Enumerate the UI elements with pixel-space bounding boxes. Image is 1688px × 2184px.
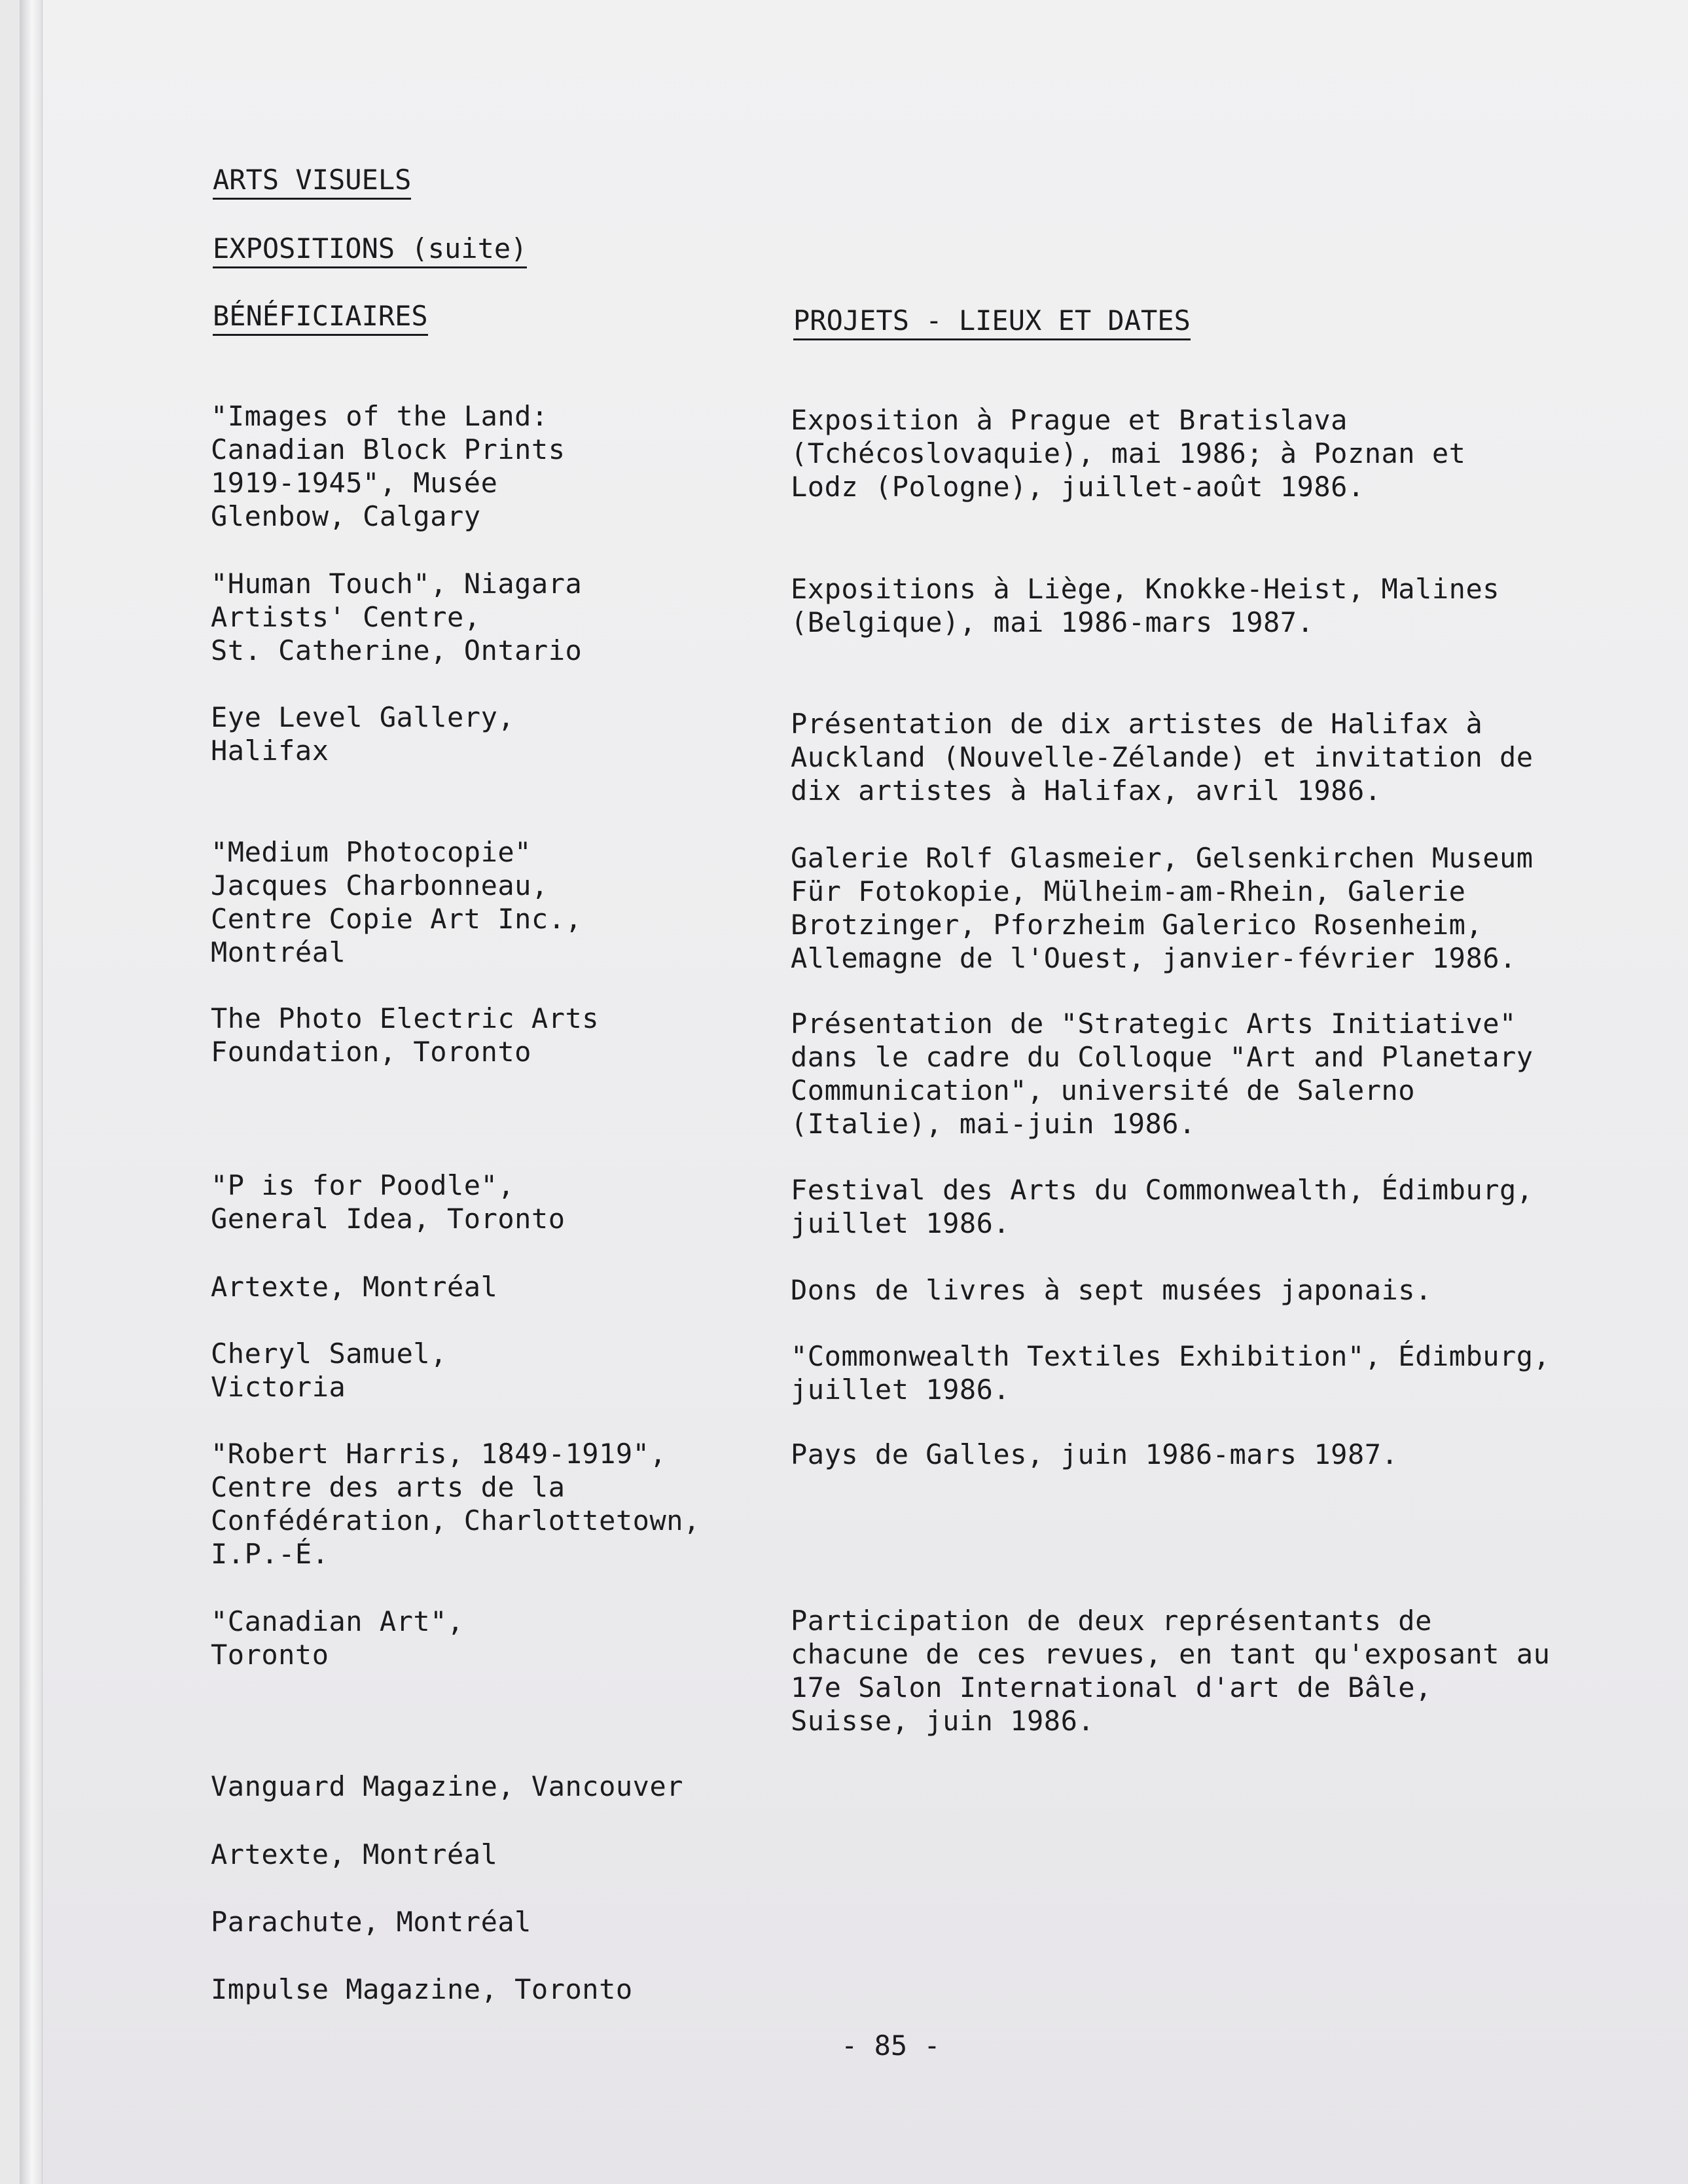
beneficiary-entry: "Robert Harris, 1849-1919", Centre des arts de la Confédération, Charlottetown, I.P.-É. [211, 1438, 700, 1570]
project-entry: "Commonwealth Textiles Exhibition", Édimburg, juillet 1986. [791, 1340, 1551, 1406]
project-entry: Dons de livres à sept musées japonais. [791, 1274, 1432, 1306]
project-entry: Participation de deux représentants de chacune de ces revues, en tant qu'exposant au 17e Salon International d'art de Bâle, Suisse, juin 1986. [791, 1605, 1551, 1737]
extra-beneficiary: Artexte, Montréal [211, 1838, 498, 1870]
beneficiary-entry: "Images of the Land: Canadian Block Prints 1919-1945", Musée Glenbow, Calgary [211, 400, 566, 532]
extra-beneficiary: Parachute, Montréal [211, 1906, 531, 1938]
column-header-projects: PROJETS - LIEUX ET DATES [793, 304, 1191, 337]
project-entry: Pays de Galles, juin 1986-mars 1987. [791, 1438, 1399, 1470]
beneficiary-entry: Cheryl Samuel, Victoria [211, 1338, 448, 1403]
subsection-title: EXPOSITIONS (suite) [213, 232, 527, 265]
beneficiary-entry: "Canadian Art", Toronto [211, 1605, 464, 1671]
section-title: ARTS VISUELS [213, 164, 411, 196]
page-number: - 85 - [841, 2029, 941, 2062]
beneficiary-entry: Eye Level Gallery, Halifax [211, 701, 515, 767]
project-entry: Galerie Rolf Glasmeier, Gelsenkirchen Museum Für Fotokopie, Mülheim-am-Rhein, Galerie Brotzinger, Pforzheim Galerico Rosenheim, Allemagne de l'Ouest, janvier-février 1986. [791, 842, 1534, 974]
beneficiary-entry: Artexte, Montréal [211, 1271, 498, 1303]
project-entry: Festival des Arts du Commonwealth, Édimburg, juillet 1986. [791, 1174, 1534, 1239]
project-entry: Présentation de dix artistes de Halifax à Auckland (Nouvelle-Zélande) et invitation de dix artistes à Halifax, avril 1986. [791, 708, 1534, 807]
document-page [20, 0, 1688, 2184]
beneficiary-entry: "P is for Poodle", General Idea, Toronto [211, 1169, 566, 1235]
extra-beneficiary: Vanguard Magazine, Vancouver [211, 1770, 684, 1802]
project-entry: Présentation de "Strategic Arts Initiative" dans le cadre du Colloque "Art and Planetary Communication", université de Salerno (Italie), mai-juin 1986. [791, 1008, 1534, 1140]
beneficiary-entry: The Photo Electric Arts Foundation, Toronto [211, 1002, 600, 1068]
project-entry: Exposition à Prague et Bratislava (Tchécoslovaquie), mai 1986; à Poznan et Lodz (Pologne), juillet-août 1986. [791, 404, 1466, 503]
extra-beneficiary: Impulse Magazine, Toronto [211, 1973, 633, 2005]
project-entry: Expositions à Liège, Knokke-Heist, Malines (Belgique), mai 1986-mars 1987. [791, 573, 1500, 638]
beneficiary-entry: "Human Touch", Niagara Artists' Centre, St. Catherine, Ontario [211, 568, 583, 666]
beneficiary-entry: "Medium Photocopie" Jacques Charbonneau, Centre Copie Art Inc., Montréal [211, 836, 583, 968]
column-header-beneficiaries: BÉNÉFICIAIRES [213, 300, 428, 333]
page-binding-edge [20, 0, 43, 2184]
